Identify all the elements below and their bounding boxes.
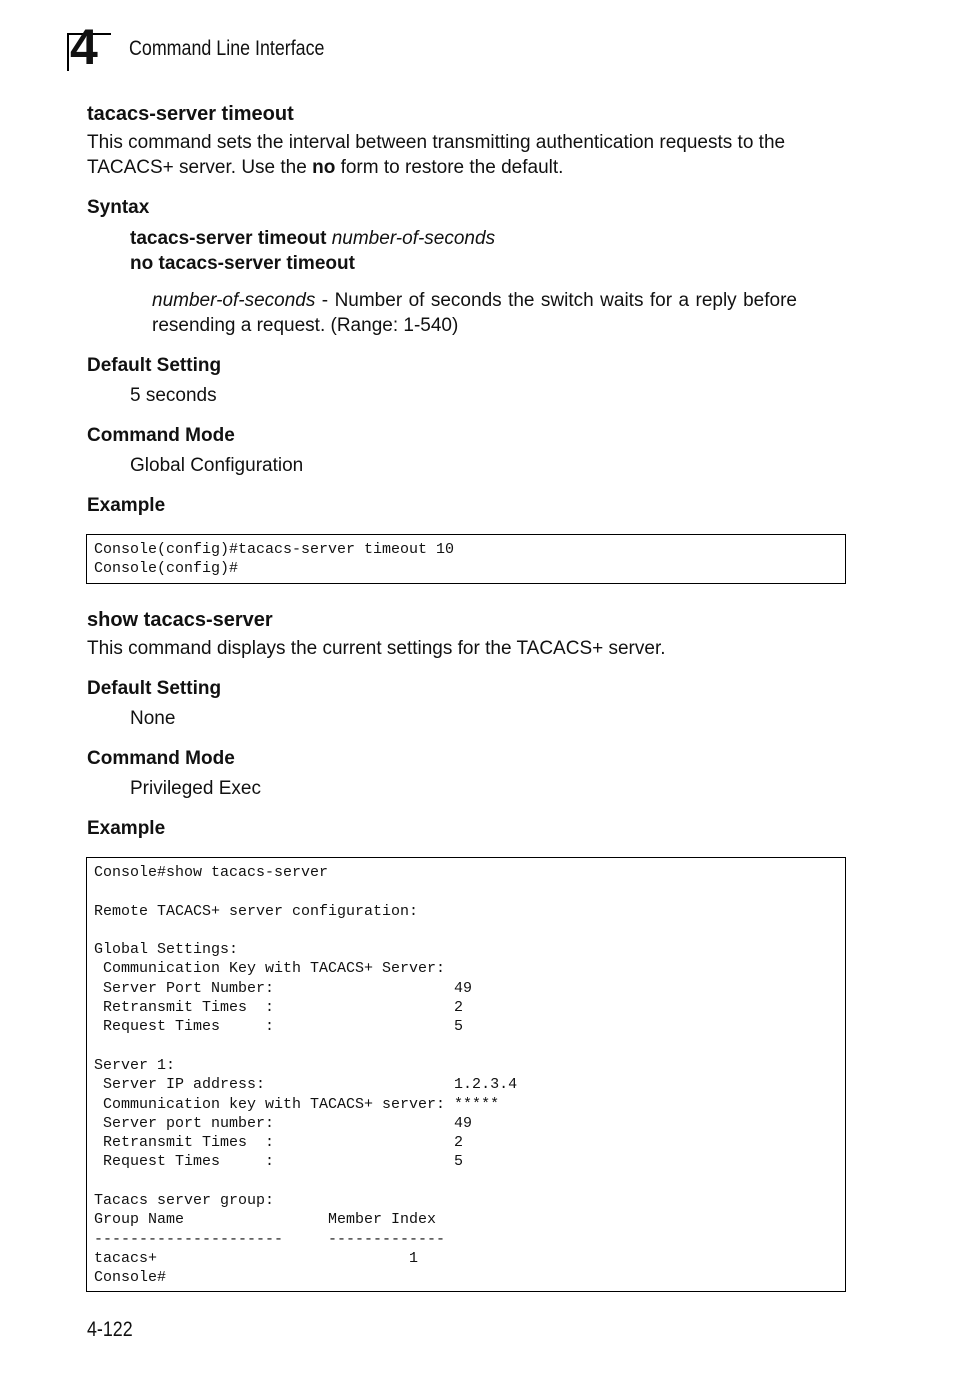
section-title-show-tacacs-server: show tacacs-server [87,609,273,631]
section-title-tacacs-server-timeout: tacacs-server timeout [87,103,294,125]
description-bold-no: no [312,157,336,178]
syntax-no-command: no tacacs-server timeout [130,253,355,274]
parameter-name: number-of-seconds [152,290,316,311]
chapter-number: 4 [70,19,98,75]
example-code-box [86,534,846,584]
example-code: Console(config)#tacacs-server timeout 10 Console(config)# [94,541,455,578]
default-setting-value: 5 seconds [130,385,217,406]
command-mode-heading: Command Mode [87,425,235,446]
syntax-line-2 [130,251,355,276]
description-text-end: form to restore the default. [335,157,564,178]
command-mode-heading: Command Mode [87,748,235,769]
command-mode-value: Privileged Exec [130,778,261,799]
parameter-description [152,288,797,338]
example-code-box [86,857,846,1292]
syntax-line-1 [130,226,495,251]
command-mode-value: Global Configuration [130,455,304,476]
example-heading: Example [87,495,166,516]
default-setting-value: None [130,708,176,729]
chapter-title: Command Line Interface [129,37,325,60]
section-description: This command displays the current settings for the TACACS+ server. [87,638,666,659]
default-setting-heading: Default Setting [87,355,222,376]
description-text: This command sets the interval between transmitting authentication requests to the TACACS+ server. Use the [87,132,786,178]
example-heading: Example [87,818,166,839]
syntax-parameter: number-of-seconds [331,228,496,249]
example-code: Console#show tacacs-server Remote TACACS+ server configuration: Global Settings: Communication Key with TACACS+ Server: Server Port Number: 49 Retransmit Times : 2 Request Times : 5 Server 1: Server IP address: 1.2.3.4 Communication key with TACACS+ server: ***** Server port number: 49 Retransmit Times : 2 Request Times : 5 Tacacs server group: Group Name Member Index --------------------- ------------- tacacs+ 1 Console# [94,864,518,1287]
section-description [87,130,847,180]
default-setting-heading: Default Setting [87,678,222,699]
syntax-command: tacacs-server timeout [130,228,327,249]
syntax-heading: Syntax [87,197,150,218]
page-number: 4-122 [87,1318,133,1341]
parameter-text: - Number of seconds the switch waits for a reply before resending a request. (Range: 1-540) [152,290,797,336]
